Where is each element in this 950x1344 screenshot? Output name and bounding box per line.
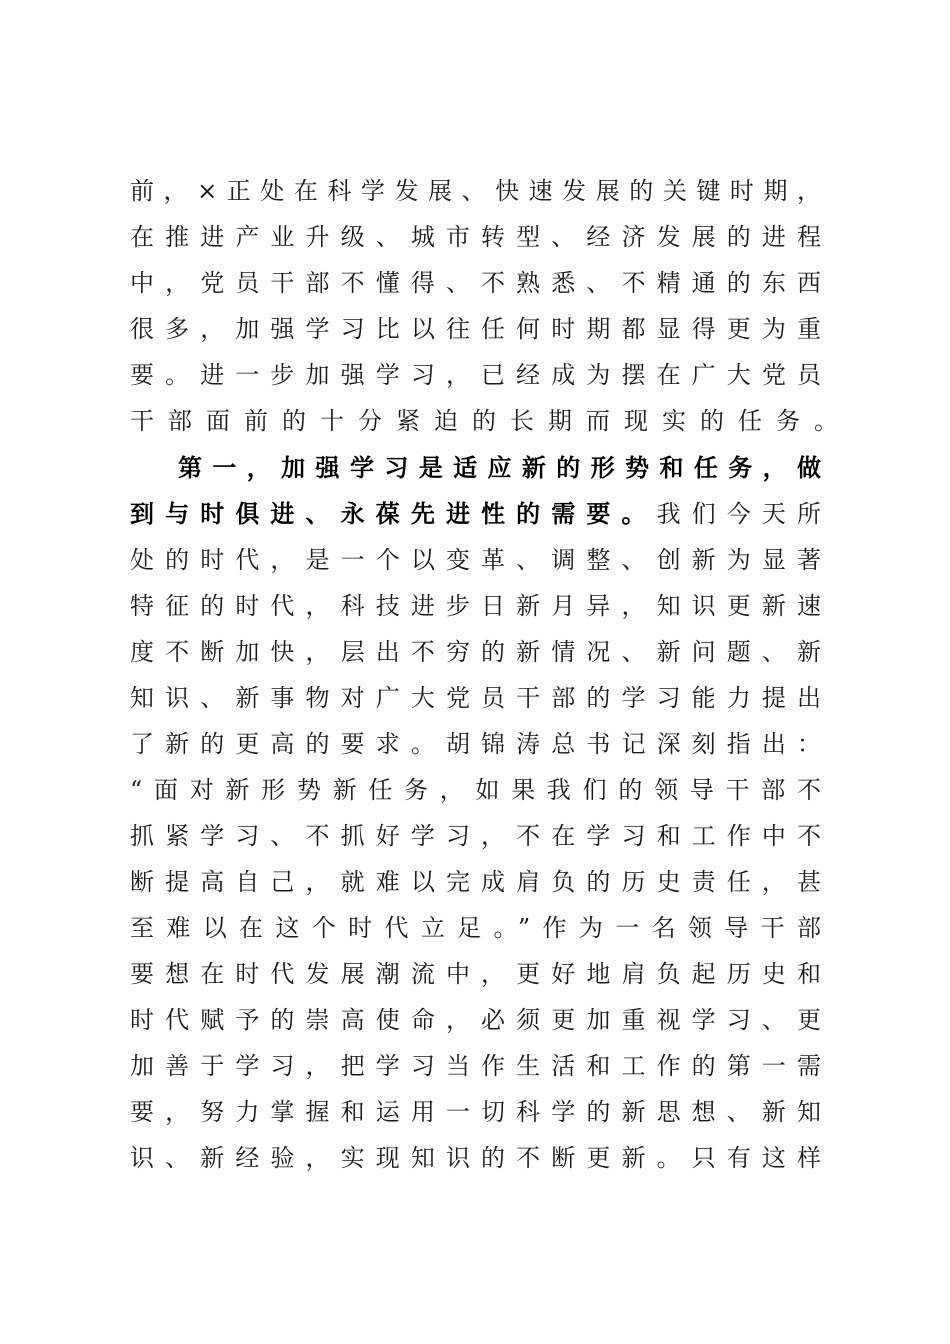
paragraph-line: 断提高自己，就难以完成肩负的历史责任，甚 bbox=[130, 868, 822, 896]
paragraph-line: 加善于学习，把学习当作生活和工作的第一需 bbox=[130, 1052, 822, 1080]
paragraph-line: 前，×正处在科学发展、快速发展的关键时期， bbox=[130, 177, 822, 205]
paragraph-text: 我们今天所 bbox=[656, 500, 822, 528]
section-heading: 第一，加强学习是适应新的形势和任务，做 bbox=[178, 453, 822, 482]
paragraph-line: 很多，加强学习比以往任何时期都显得更为重 bbox=[130, 315, 822, 343]
heading-continuation-line bbox=[130, 491, 822, 537]
paragraph-line: 处的时代，是一个以变革、调整、创新为显著 bbox=[130, 546, 822, 574]
paragraph-line: 至难以在这个时代立足。”作为一名领导干部 bbox=[130, 914, 822, 942]
paragraph-line: 在推进产业升级、城市转型、经济发展的进程 bbox=[130, 223, 822, 251]
paragraph-line: 度不断加快，层出不穷的新情况、新问题、新 bbox=[130, 638, 822, 666]
paragraph-line: 时代赋予的崇高使命，必须更加重视学习、更 bbox=[130, 1006, 822, 1034]
paragraph-line: 要想在时代发展潮流中，更好地肩负起历史和 bbox=[130, 960, 822, 988]
paragraph-line: 抓紧学习、不抓好学习，不在学习和工作中不 bbox=[130, 822, 822, 850]
paragraph-line: 干部面前的十分紧迫的长期而现实的任务。 bbox=[130, 407, 852, 435]
paragraph-line: 要，努力掌握和运用一切科学的新思想、新知 bbox=[130, 1098, 822, 1126]
paragraph-line: 了新的更高的要求。胡锦涛总书记深刻指出： bbox=[130, 730, 822, 758]
paragraph-line: 要。进一步加强学习，已经成为摆在广大党员 bbox=[130, 361, 822, 389]
paragraph-line: 特征的时代，科技进步日新月异，知识更新速 bbox=[130, 592, 822, 620]
section-heading-end: 到与时俱进、永葆先进性的需要。 bbox=[130, 499, 657, 528]
paragraph-line: “面对新形势新任务，如果我们的领导干部不 bbox=[130, 776, 822, 804]
paragraph-line: 识、新经验，实现知识的不断更新。只有这样 bbox=[130, 1144, 822, 1172]
paragraph-line: 知识、新事物对广大党员干部的学习能力提出 bbox=[130, 684, 822, 712]
paragraph-line: 中，党员干部不懂得、不熟悉、不精通的东西 bbox=[130, 269, 822, 297]
